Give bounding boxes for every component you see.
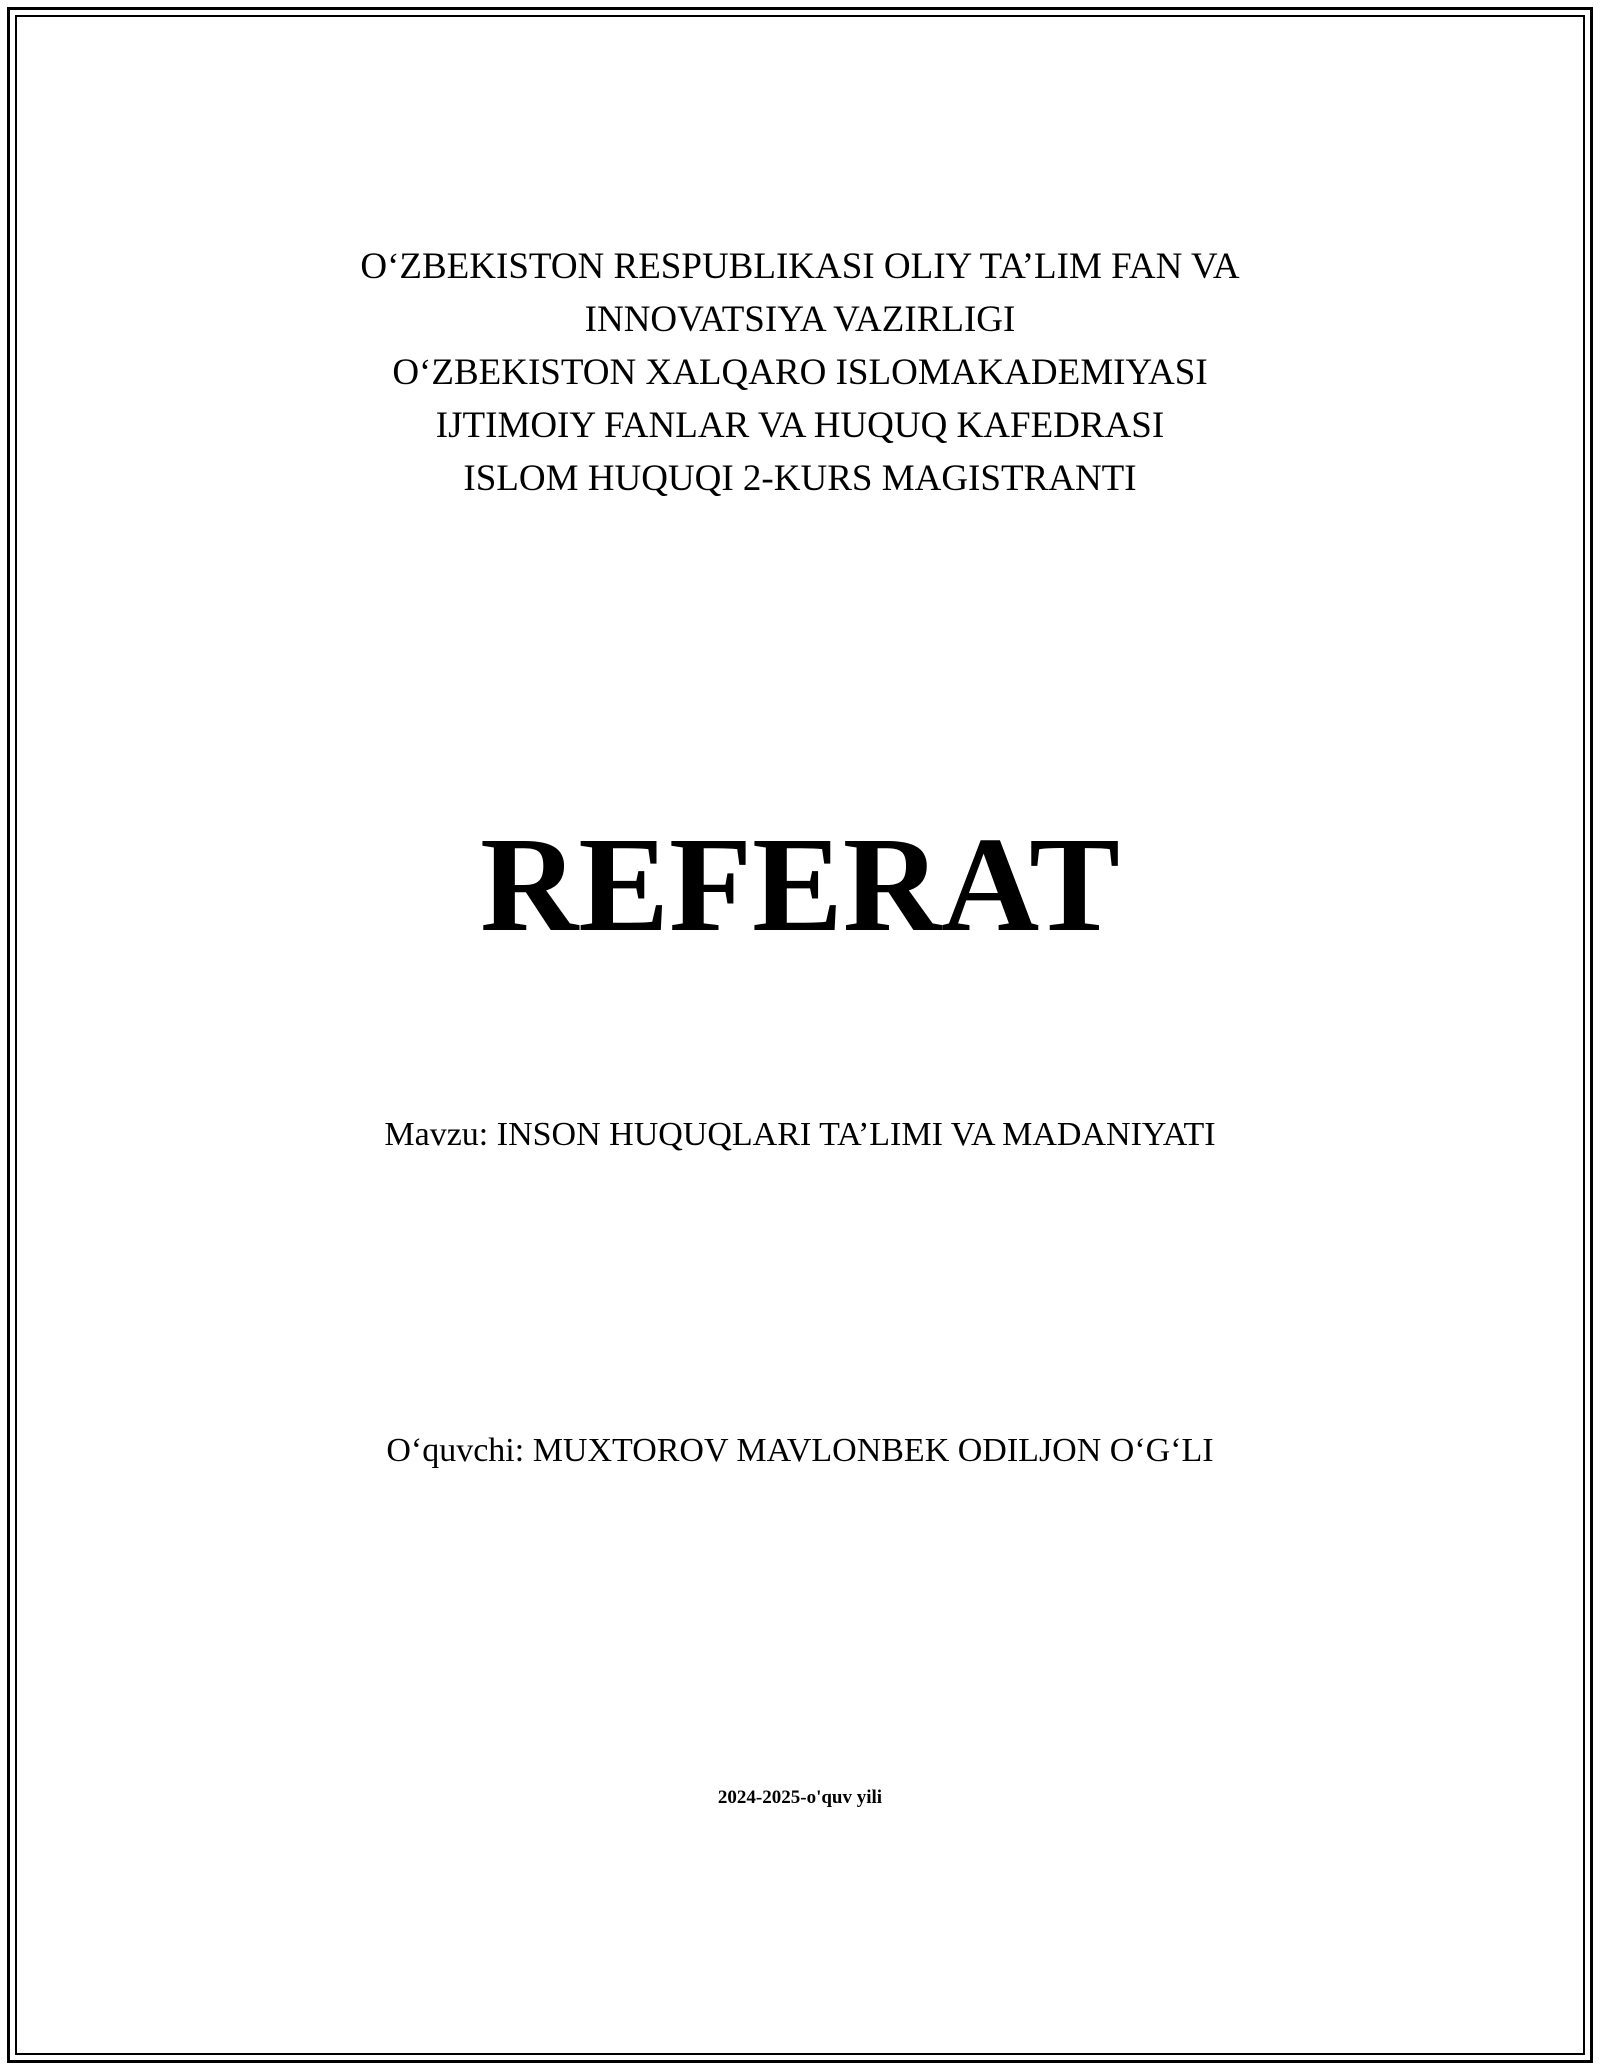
- header-line-academy: O‘ZBEKISTON XALQARO ISLOMAKADEMIYASI: [392, 352, 1208, 393]
- header-line-ministry: O‘ZBEKISTON RESPUBLIKASI OLIY TA’LIM FAN VA: [360, 246, 1240, 287]
- student-line: O‘quvchi: MUXTOROV MAVLONBEK ODILJON O‘G‘LI: [386, 1432, 1214, 1469]
- header-line-department: IJTIMOIY FANLAR VA HUQUQ KAFEDRASI: [435, 405, 1165, 446]
- institution-header: [0, 240, 1600, 505]
- header-line-program: ISLOM HUQUQI 2-KURS MAGISTRANTI: [463, 458, 1137, 499]
- academic-year: 2024-2025-o'quv yili: [717, 1787, 883, 1808]
- topic-line: Mavzu: INSON HUQUQLARI TA’LIMI VA MADANIYATI: [384, 1116, 1216, 1153]
- header-line-ministry-cont: INNOVATSIYA VAZIRLIGI: [584, 299, 1016, 340]
- document-title: REFERAT: [480, 810, 1120, 960]
